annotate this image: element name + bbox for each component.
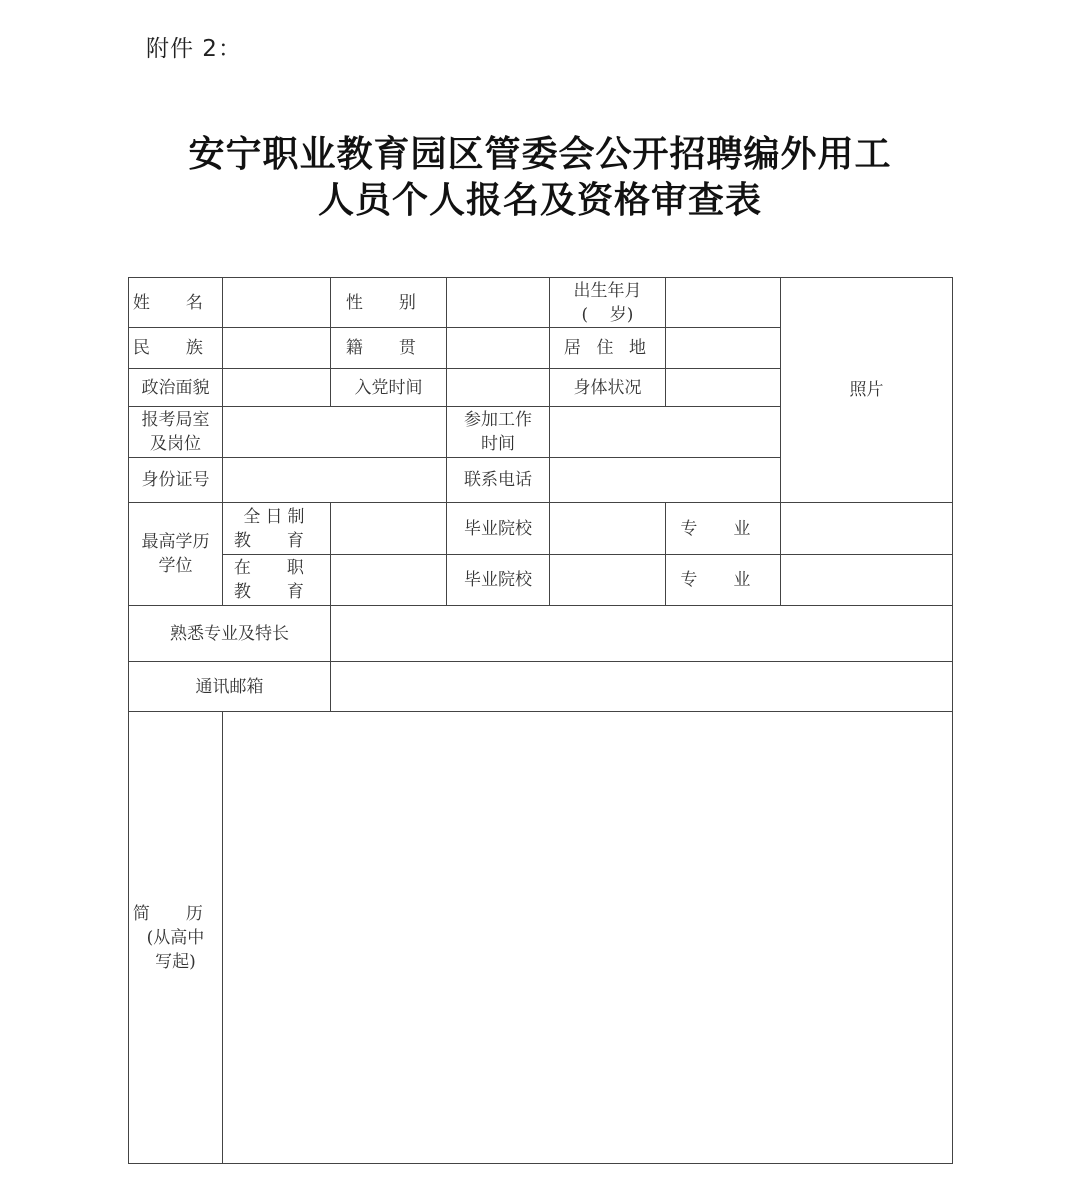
id-number-field[interactable] <box>223 458 447 503</box>
name-field[interactable] <box>223 278 331 328</box>
parttime-school-field[interactable] <box>550 555 666 606</box>
party-join-time-field[interactable] <box>447 369 550 407</box>
title-line-2: 人员个人报名及资格审查表 <box>317 180 762 221</box>
work-start-field[interactable] <box>550 407 781 458</box>
fulltime-school-label: 毕业院校 <box>447 503 550 555</box>
phone-field[interactable] <box>550 458 781 503</box>
attachment-label: 附件 2： <box>146 36 242 62</box>
native-place-label: 籍 贯 <box>331 328 447 369</box>
health-label: 身体状况 <box>550 369 666 407</box>
registration-form-table <box>128 277 953 1164</box>
political-status-field[interactable] <box>223 369 331 407</box>
photo-box[interactable] <box>781 278 953 503</box>
resume-field[interactable] <box>223 712 953 1164</box>
email-field[interactable] <box>331 662 953 712</box>
gender-field[interactable] <box>447 278 550 328</box>
native-place-field[interactable] <box>447 328 550 369</box>
phone-label: 联系电话 <box>447 458 550 503</box>
fulltime-school-field[interactable] <box>550 503 666 555</box>
education-label: 最高学历 学位 <box>129 503 223 606</box>
parttime-education-label: 在 职 教 育 <box>223 555 331 606</box>
ethnicity-field[interactable] <box>223 328 331 369</box>
title-line-1: 安宁职业教育园区管委会公开招聘编外用工 <box>188 134 892 175</box>
political-status-label: 政治面貌 <box>129 369 223 407</box>
apply-position-label: 报考局室 及岗位 <box>129 407 223 458</box>
health-field[interactable] <box>666 369 781 407</box>
parttime-school-label: 毕业院校 <box>447 555 550 606</box>
parttime-major-field[interactable] <box>781 555 953 606</box>
residence-label: 居 住 地 <box>550 328 666 369</box>
residence-field[interactable] <box>666 328 781 369</box>
birth-date-field[interactable] <box>666 278 781 328</box>
work-start-label: 参加工作 时间 <box>447 407 550 458</box>
fulltime-education-field[interactable] <box>331 503 447 555</box>
parttime-education-field[interactable] <box>331 555 447 606</box>
gender-label: 性 别 <box>331 278 447 328</box>
skills-label: 熟悉专业及特长 <box>129 606 331 662</box>
fulltime-major-label: 专 业 <box>666 503 781 555</box>
email-label: 通讯邮箱 <box>129 662 331 712</box>
fulltime-education-label: 全日制 教 育 <box>223 503 331 555</box>
party-join-time-label: 入党时间 <box>331 369 447 407</box>
page-title <box>0 132 1080 224</box>
apply-position-field[interactable] <box>223 407 447 458</box>
birth-date-label: 出生年月 ( 岁) <box>550 278 666 328</box>
name-label: 姓 名 <box>129 278 223 328</box>
parttime-major-label: 专 业 <box>666 555 781 606</box>
fulltime-major-field[interactable] <box>781 503 953 555</box>
id-number-label: 身份证号 <box>129 458 223 503</box>
skills-field[interactable] <box>331 606 953 662</box>
ethnicity-label: 民 族 <box>129 328 223 369</box>
photo-label: 照片 <box>849 380 884 400</box>
resume-label: 简 历 (从高中 写起) <box>129 712 223 1164</box>
